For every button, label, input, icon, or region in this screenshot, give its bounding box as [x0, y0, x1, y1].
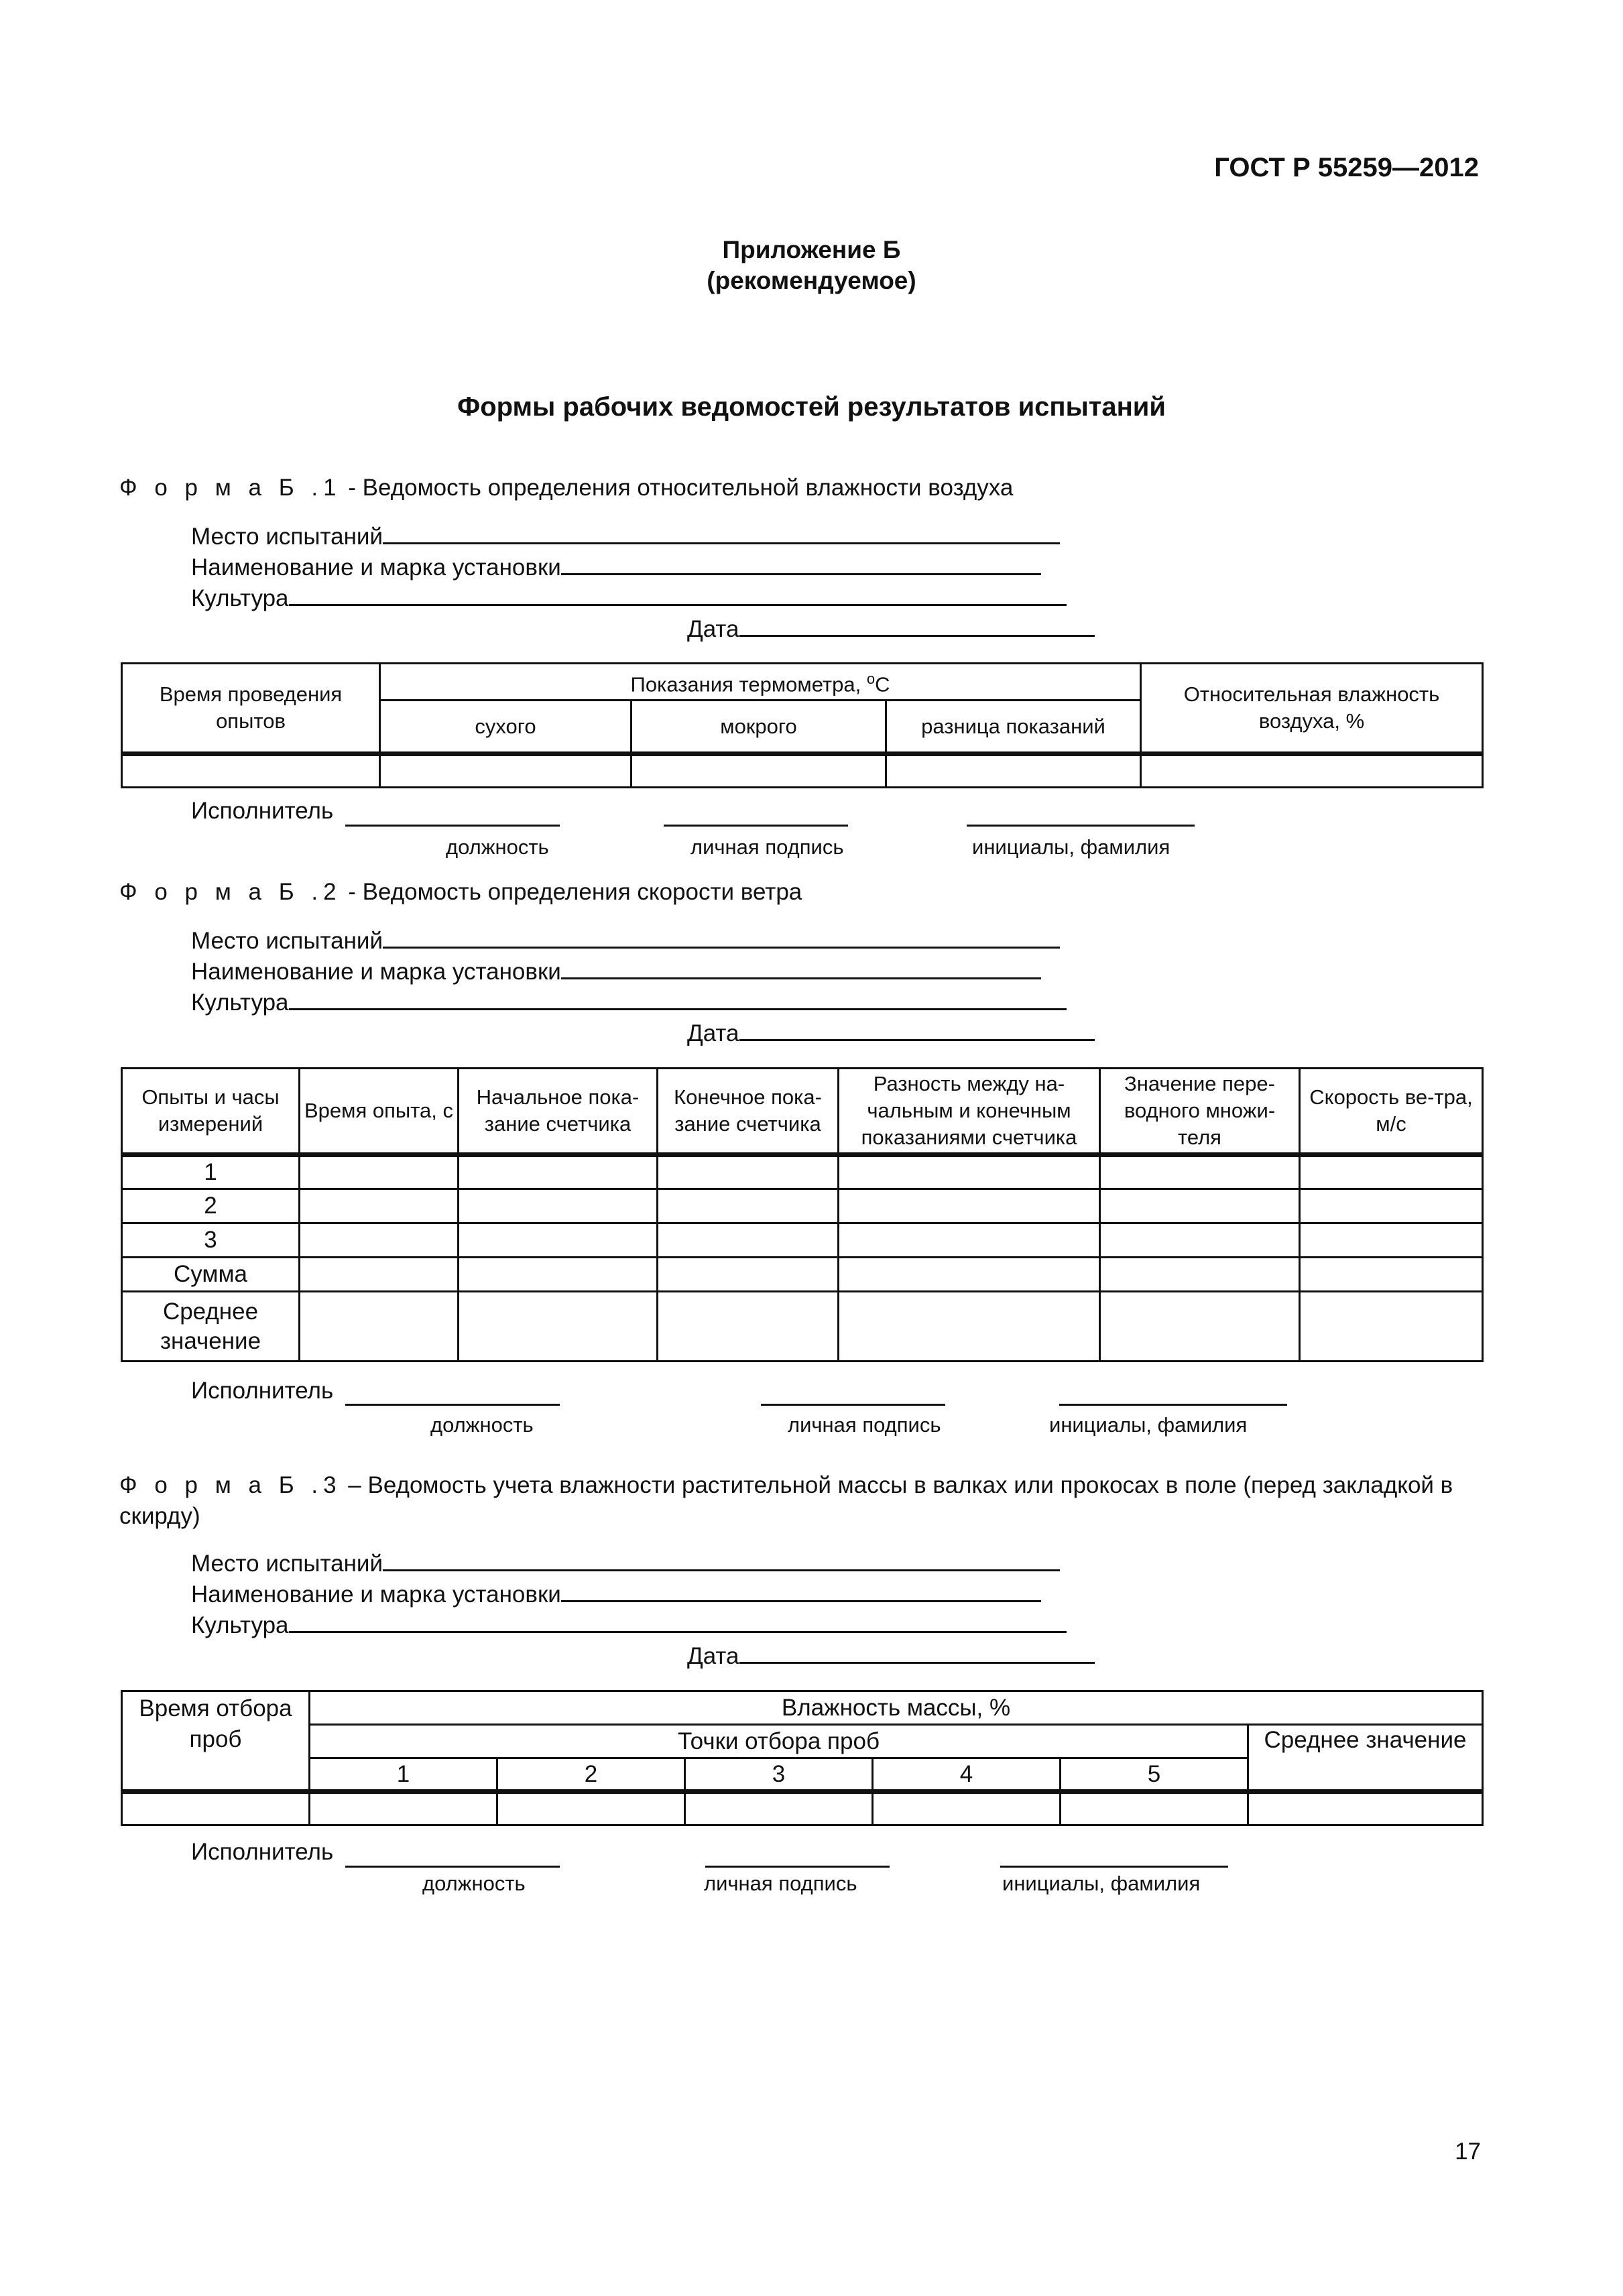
date-label: Дата: [687, 1643, 739, 1669]
header-point: 4: [873, 1758, 1061, 1792]
table-cell: [459, 1155, 658, 1189]
table-cell: [122, 1792, 310, 1825]
unit-line: [561, 955, 1041, 979]
form1-table: [121, 662, 1484, 788]
form2-name-caption: инициалы, фамилия: [1049, 1413, 1248, 1437]
table-cell: [658, 1258, 839, 1292]
form3-label: Ф о р м а Б .3: [119, 1472, 342, 1498]
table-cell: [300, 1223, 459, 1258]
unit-line: [561, 1577, 1041, 1602]
table-cell: [1300, 1189, 1483, 1223]
form1-date-field: [687, 612, 1095, 644]
table-cell: [873, 1792, 1061, 1825]
form1-position-caption: должность: [446, 835, 549, 859]
table-cell: [1100, 1155, 1300, 1189]
form1-place-field: [191, 520, 1060, 552]
date-line: [739, 1016, 1095, 1041]
place-line: [383, 924, 1060, 949]
form1-title: [119, 473, 1013, 503]
row-label: Среднее значение: [122, 1292, 300, 1362]
form2-date-field: [687, 1016, 1095, 1048]
unit-label: Наименование и марка установки: [191, 959, 561, 985]
table-cell: [1300, 1223, 1483, 1258]
row-label: Сумма: [122, 1258, 300, 1292]
table-cell: [839, 1189, 1100, 1223]
form1-executor-label: Исполнитель: [191, 798, 334, 824]
form3-title: [119, 1470, 1480, 1532]
form2-place-field: [191, 924, 1060, 956]
form2-name-line: [1059, 1404, 1287, 1406]
header-point: 3: [685, 1758, 873, 1792]
form3-position-line: [345, 1866, 560, 1868]
form3-place-field: [191, 1547, 1060, 1579]
header-wind-speed: Скорость ве-тра, м/с: [1300, 1069, 1483, 1155]
table-cell: [459, 1223, 658, 1258]
standard-code: ГОСТ Р 55259—2012: [1214, 153, 1479, 182]
header-initial-reading: Начальное пока-зание счетчика: [459, 1069, 658, 1155]
form3-executor-label: Исполнитель: [191, 1839, 334, 1865]
form1-name-line: [967, 825, 1195, 827]
header-diff: разница показаний: [886, 701, 1141, 754]
table-cell: [658, 1189, 839, 1223]
place-label: Место испытаний: [191, 1551, 383, 1577]
form3-name-line: [1000, 1866, 1228, 1868]
form2-position-line: [345, 1404, 560, 1406]
row-label: 2: [122, 1189, 300, 1223]
form2-signature-line: [761, 1404, 945, 1406]
table-cell: [459, 1292, 658, 1362]
table-cell: [658, 1292, 839, 1362]
header-point: 5: [1061, 1758, 1248, 1792]
header-difference: Разность между на-чальным и конечным показаниями счетчика: [839, 1069, 1100, 1155]
table-cell: [1100, 1292, 1300, 1362]
header-average: Среднее значение: [1248, 1725, 1483, 1792]
table-cell: [685, 1792, 873, 1825]
header-trials: Опыты и часы измерений: [122, 1069, 300, 1155]
appendix-title: Приложение Б: [722, 236, 901, 263]
table-cell: [658, 1155, 839, 1189]
table-cell: [459, 1258, 658, 1292]
header-thermometer: Показания термометра, $^о$С: [380, 664, 1141, 701]
table-cell: [632, 754, 886, 788]
place-label: Место испытаний: [191, 928, 383, 954]
form3-date-field: [687, 1639, 1095, 1671]
table-cell: [839, 1292, 1100, 1362]
appendix-heading: [0, 235, 1623, 296]
form3-position-caption: должность: [422, 1872, 526, 1895]
crop-label: Культура: [191, 1612, 289, 1638]
form1-name-caption: инициалы, фамилия: [972, 835, 1170, 859]
form2-position-caption: должность: [430, 1413, 534, 1437]
appendix-note: (рекомендуемое): [707, 267, 916, 294]
table-cell: [310, 1792, 497, 1825]
header-duration: Время опыта, с: [300, 1069, 459, 1155]
table-cell: [1100, 1189, 1300, 1223]
table-cell: [1141, 754, 1483, 788]
table-cell: [1061, 1792, 1248, 1825]
header-wet: мокрого: [632, 701, 886, 754]
place-line: [383, 520, 1060, 544]
crop-line: [289, 1608, 1067, 1633]
table-cell: [300, 1155, 459, 1189]
table-cell: [839, 1155, 1100, 1189]
date-line: [739, 1639, 1095, 1664]
header-point: 2: [497, 1758, 685, 1792]
table-cell: [1300, 1155, 1483, 1189]
table-cell: [122, 754, 380, 788]
table-cell: [497, 1792, 685, 1825]
table-cell: [839, 1258, 1100, 1292]
table-cell: [380, 754, 632, 788]
header-dry: сухого: [380, 701, 632, 754]
form2-executor-label: Исполнитель: [191, 1378, 334, 1404]
crop-line: [289, 581, 1067, 606]
form2-unit-field: [191, 955, 1041, 987]
form2-label: Ф о р м а Б .2: [119, 879, 342, 905]
table-cell: [300, 1189, 459, 1223]
header-factor: Значение пере-водного множи-теля: [1100, 1069, 1300, 1155]
form2-signature-caption: личная подпись: [788, 1413, 941, 1437]
header-sampling-points: Точки отбора проб: [310, 1725, 1248, 1758]
date-label: Дата: [687, 616, 739, 642]
form3-title-text: – Ведомость учета влажности растительной массы в валках или прокосах в поле (перед закладкой в скирду): [119, 1472, 1453, 1529]
document-title: Формы рабочих ведомостей результатов испытаний: [457, 392, 1166, 422]
form3-name-caption: инициалы, фамилия: [1002, 1872, 1201, 1895]
table-cell: [1248, 1792, 1483, 1825]
form3-crop-field: [191, 1608, 1067, 1640]
table-cell: [459, 1189, 658, 1223]
table-cell: [886, 754, 1141, 788]
form3-unit-field: [191, 1577, 1041, 1610]
header-humidity: Относительная влажность воздуха, %: [1141, 664, 1483, 754]
unit-line: [561, 550, 1041, 575]
form1-unit-field: [191, 550, 1041, 583]
crop-label: Культура: [191, 585, 289, 611]
table-cell: [1300, 1292, 1483, 1362]
unit-label: Наименование и марка установки: [191, 554, 561, 581]
form2-title-text: - Ведомость определения скорости ветра: [341, 879, 802, 905]
header-sampling-time: Время отбора проб: [122, 1691, 310, 1792]
place-line: [383, 1547, 1060, 1571]
place-label: Место испытаний: [191, 524, 383, 550]
form2-crop-field: [191, 985, 1067, 1018]
table-cell: [1300, 1258, 1483, 1292]
form1-signature-line: [664, 825, 848, 827]
form3-signature-caption: личная подпись: [704, 1872, 857, 1895]
crop-line: [289, 985, 1067, 1010]
form2-table: [121, 1067, 1484, 1362]
form3-table: [121, 1690, 1484, 1826]
form1-label: Ф о р м а Б .1: [119, 475, 342, 501]
crop-label: Культура: [191, 989, 289, 1016]
table-cell: [1100, 1223, 1300, 1258]
row-label: 3: [122, 1223, 300, 1258]
table-cell: [1100, 1258, 1300, 1292]
header-final-reading: Конечное пока-зание счетчика: [658, 1069, 839, 1155]
form2-title: [119, 877, 802, 908]
form1-signature-caption: личная подпись: [690, 835, 844, 859]
table-cell: [300, 1292, 459, 1362]
date-label: Дата: [687, 1020, 739, 1046]
form1-crop-field: [191, 581, 1067, 613]
header-mass-humidity: Влажность массы, %: [310, 1691, 1483, 1725]
row-label: 1: [122, 1155, 300, 1189]
table-cell: [658, 1223, 839, 1258]
form3-signature-line: [705, 1866, 890, 1868]
header-point: 1: [310, 1758, 497, 1792]
unit-label: Наименование и марка установки: [191, 1581, 561, 1608]
form1-title-text: - Ведомость определения относительной влажности воздуха: [341, 475, 1014, 501]
date-line: [739, 612, 1095, 637]
form1-position-line: [345, 825, 560, 827]
header-time: Время проведения опытов: [122, 664, 380, 754]
page-number: 17: [1455, 2138, 1481, 2165]
table-cell: [839, 1223, 1100, 1258]
table-cell: [300, 1258, 459, 1292]
